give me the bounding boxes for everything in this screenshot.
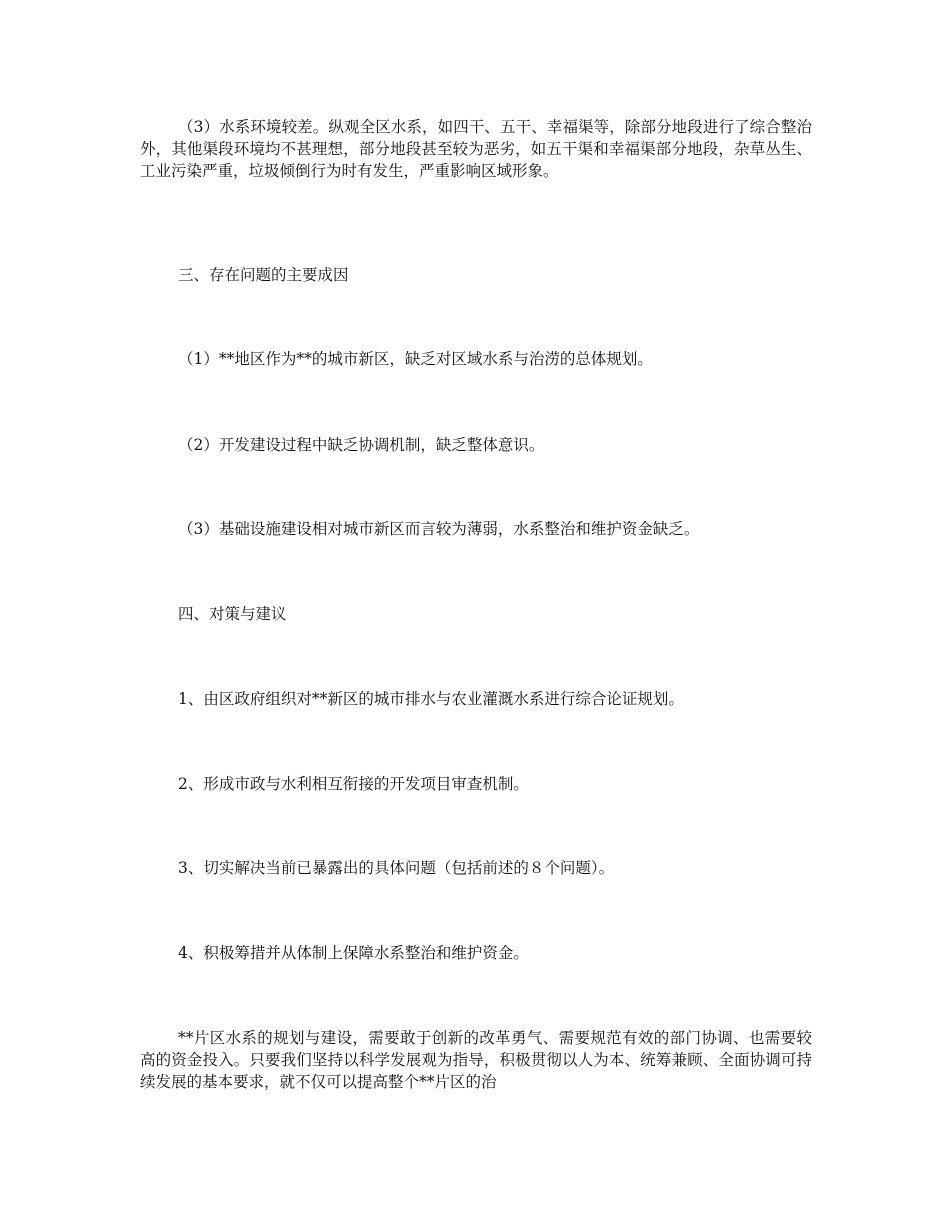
closing-paragraph: **片区水系的规划与建设，需要敢于创新的改革勇气、需要规范有效的部门协调、也需要较高的资金投入。只要我们坚持以科学发展观为指导，积极贯彻以人为本、统筹兼顾、全面协调可持续发展的基本要求，就不仅可以提高整个**片区的治 <box>140 1029 812 1091</box>
suggestion-item-1: 1、由区政府组织对**新区的城市排水与农业灌溉水系进行综合论证规划。 <box>178 690 684 708</box>
water-environment-paragraph: （3）水系环境较差。纵观全区水系，如四干、五干、幸福渠等，除部分地段进行了综合整治外，其他渠段环境均不甚理想，部分地段甚至较为恶劣，如五干渠和幸福渠部分地段，杂草丛生、工业污染严重，垃圾倾倒行为时有发生，严重影响区域形象。 <box>140 118 812 180</box>
cause-item-1: （1）**地区作为**的城市新区，缺乏对区域水系与治涝的总体规划。 <box>178 350 653 368</box>
suggestion-item-4: 4、积极筹措并从体制上保障水系整治和维护资金。 <box>178 944 529 962</box>
section-heading-suggestions: 四、对策与建议 <box>178 605 287 623</box>
section-heading-causes: 三、存在问题的主要成因 <box>178 266 349 284</box>
suggestion-item-2: 2、形成市政与水利相互衔接的开发项目审查机制。 <box>178 775 529 793</box>
cause-item-2: （2）开发建设过程中缺乏协调机制，缺乏整体意识。 <box>178 436 545 454</box>
cause-item-3: （3）基础设施建设相对城市新区而言较为薄弱，水系整治和维护资金缺乏。 <box>178 520 700 538</box>
suggestion-item-3: 3、切实解决当前已暴露出的具体问题（包括前述的８个问题）。 <box>178 859 615 877</box>
